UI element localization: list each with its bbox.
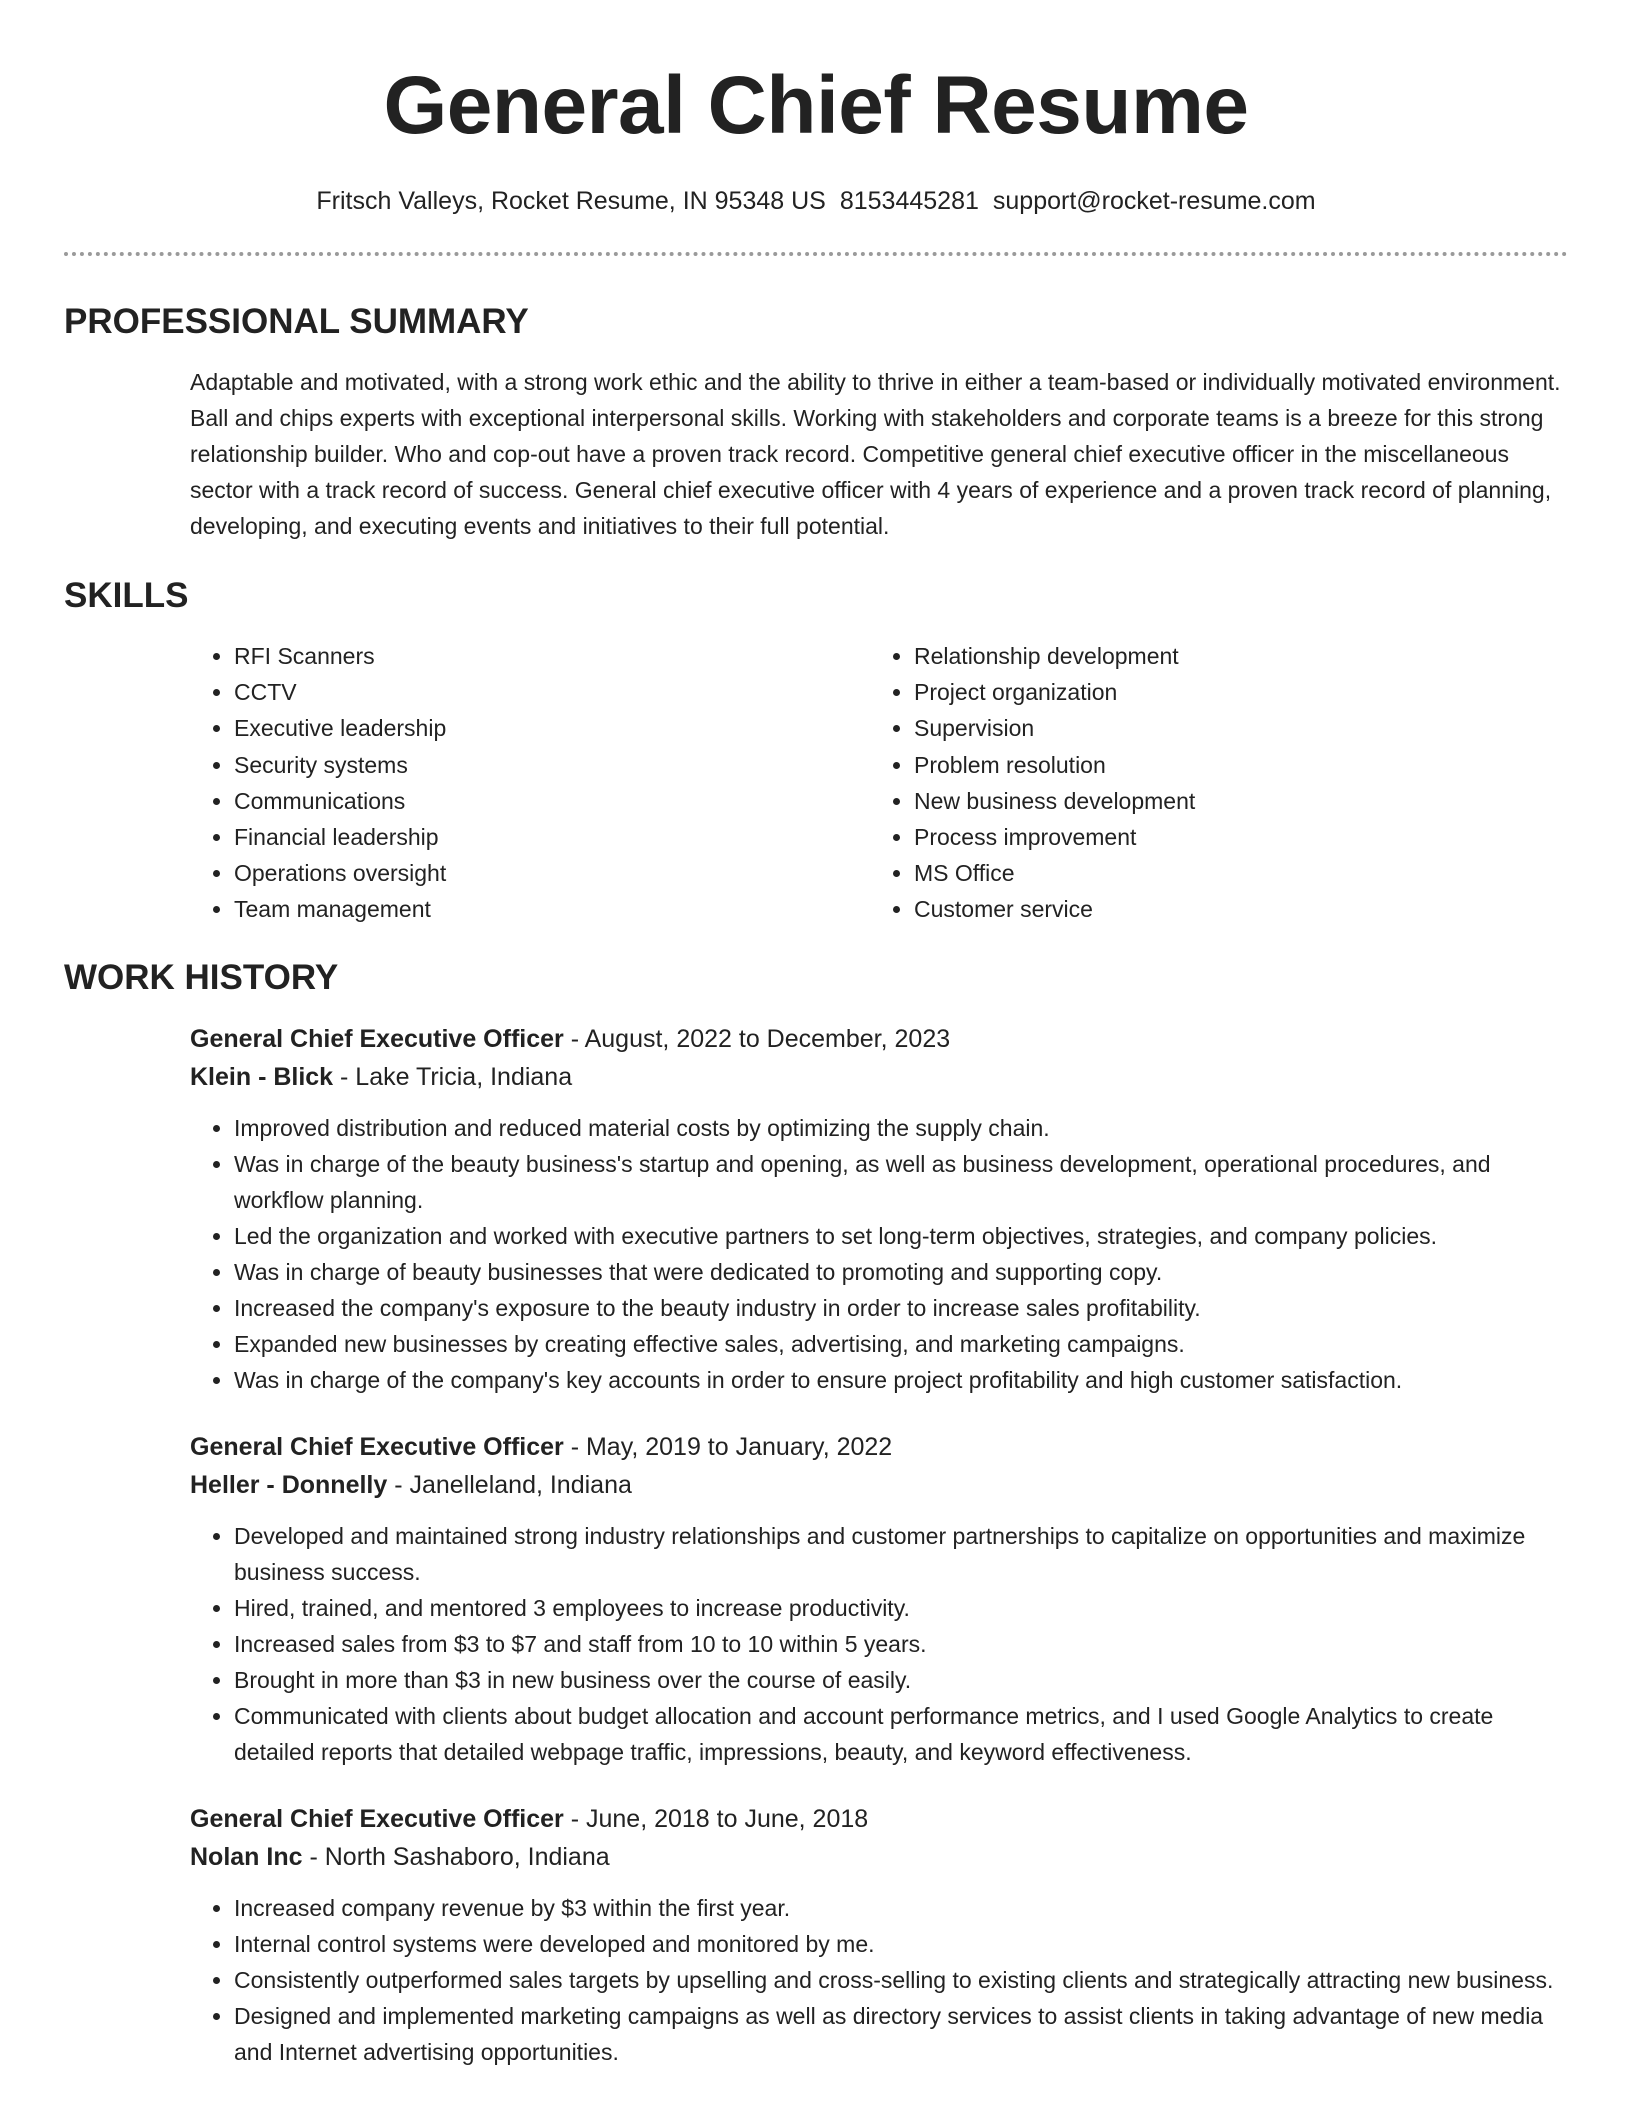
contact-address: Fritsch Valleys, Rocket Resume, IN 95348 US: [316, 187, 826, 215]
skill-item: • Financial leadership: [234, 819, 870, 855]
job-bullet: • Was in charge of beauty businesses that were dedicated to promoting and supporting copy.: [234, 1254, 1568, 1290]
skills-heading: SKILLS: [64, 576, 189, 615]
skill-item: • New business development: [914, 783, 1514, 819]
contact-phone: 8153445281: [839, 187, 979, 215]
skill-item: • RFI Scanners: [234, 638, 870, 674]
job-bullet: • Increased the company's exposure to the beauty industry in order to increase sales profitability.: [234, 1290, 1568, 1326]
job-bullets: [190, 1518, 1568, 1770]
skill-item: • Team management: [234, 891, 870, 927]
job-company: Klein - Blick: [190, 1062, 334, 1091]
job-bullet: • Communicated with clients about budget allocation and account performance metrics, and I used Google Analytics to create detailed reports that detailed webpage traffic, impressions, beauty, and keyword effectiveness.: [234, 1698, 1568, 1770]
contact-email: support@rocket-resume.com: [992, 187, 1316, 215]
job-dates: - August, 2022 to December, 2023: [563, 1024, 951, 1053]
job-bullet: • Consistently outperformed sales targets by upselling and cross-selling to existing clients and strategically attracting new business.: [234, 1962, 1568, 1998]
skill-item: • Project organization: [914, 674, 1514, 710]
skill-item: • Operations oversight: [234, 855, 870, 891]
skill-item: • Problem resolution: [914, 747, 1514, 783]
skills-column-right: [870, 638, 1514, 928]
resume-name: General Chief Resume: [383, 60, 1249, 151]
job-company-line: [190, 1838, 1568, 1876]
skill-item: • Customer service: [914, 891, 1514, 927]
job-bullet: • Improved distribution and reduced material costs by optimizing the supply chain.: [234, 1110, 1568, 1146]
contact-line: [64, 184, 1568, 218]
skills-column-left: [190, 638, 870, 928]
skill-item: • Communications: [234, 783, 870, 819]
job-entry: [190, 1020, 1568, 1398]
job-entry: [190, 1800, 1568, 2070]
job-company: Nolan Inc: [190, 1842, 303, 1871]
job-bullet: • Expanded new businesses by creating effective sales, advertising, and marketing campaigns.: [234, 1326, 1568, 1362]
summary-text: Adaptable and motivated, with a strong work ethic and the ability to thrive in either a team-based or individually motivated environment. Ball and chips experts with exceptional interpersonal skills. Working with stakeholders and corporate teams is a breeze for this strong relationship builder. Who and cop-out have a proven track record. Competitive general chief executive officer in the miscellaneous sector with a track record of success. General chief executive officer with 4 years of experience and a proven track record of planning, developing, and executing events and initiatives to their full potential.: [190, 369, 1561, 539]
skill-item: • Supervision: [914, 710, 1514, 746]
job-dates: - May, 2019 to January, 2022: [563, 1432, 893, 1461]
skill-item: • Executive leadership: [234, 710, 870, 746]
job-location: - Janelleland, Indiana: [387, 1470, 632, 1499]
summary-heading: PROFESSIONAL SUMMARY: [64, 302, 529, 341]
job-title-line: [190, 1428, 1568, 1466]
job-bullet: • Hired, trained, and mentored 3 employees to increase productivity.: [234, 1590, 1568, 1626]
job-bullet: • Developed and maintained strong industry relationships and customer partnerships to capitalize on opportunities and maximize business success.: [234, 1518, 1568, 1590]
job-title-line: [190, 1800, 1568, 1838]
job-bullets: [190, 1890, 1568, 2070]
job-role: General Chief Executive Officer: [190, 1432, 564, 1461]
skill-item: • Process improvement: [914, 819, 1514, 855]
job-bullet: • Increased sales from $3 to $7 and staff from 10 to 10 within 5 years.: [234, 1626, 1568, 1662]
work-history-heading: WORK HISTORY: [64, 957, 339, 997]
job-bullet: • Was in charge of the beauty business's startup and opening, as well as business development, operational procedures, and workflow planning.: [234, 1146, 1568, 1218]
skill-item: • Security systems: [234, 747, 870, 783]
job-company: Heller - Donnelly: [190, 1470, 388, 1499]
job-bullet: • Designed and implemented marketing campaigns as well as directory services to assist clients in taking advantage of new media and Internet advertising opportunities.: [234, 1998, 1568, 2070]
job-bullet: • Brought in more than $3 in new business over the course of easily.: [234, 1662, 1568, 1698]
job-role: General Chief Executive Officer: [190, 1804, 564, 1833]
job-bullet: • Internal control systems were developed and monitored by me.: [234, 1926, 1568, 1962]
skill-item: • Relationship development: [914, 638, 1514, 674]
job-bullet: • Increased company revenue by $3 within the first year.: [234, 1890, 1568, 1926]
skills-list: [190, 638, 1568, 928]
resume-page: [64, 0, 1568, 2070]
job-title-line: [190, 1020, 1568, 1058]
job-location: - North Sashaboro, Indiana: [302, 1842, 610, 1871]
job-dates: - June, 2018 to June, 2018: [563, 1804, 869, 1833]
header-divider: [64, 252, 1568, 256]
skill-item: • MS Office: [914, 855, 1514, 891]
job-company-line: [190, 1058, 1568, 1096]
job-bullet: • Led the organization and worked with executive partners to set long-term objectives, strategies, and company policies.: [234, 1218, 1568, 1254]
job-bullet: • Was in charge of the company's key accounts in order to ensure project profitability and high customer satisfaction.: [234, 1362, 1568, 1398]
skill-item: • CCTV: [234, 674, 870, 710]
job-role: General Chief Executive Officer: [190, 1024, 564, 1053]
job-bullets: [190, 1110, 1568, 1398]
job-company-line: [190, 1466, 1568, 1504]
job-entry: [190, 1428, 1568, 1770]
job-location: - Lake Tricia, Indiana: [333, 1062, 573, 1091]
